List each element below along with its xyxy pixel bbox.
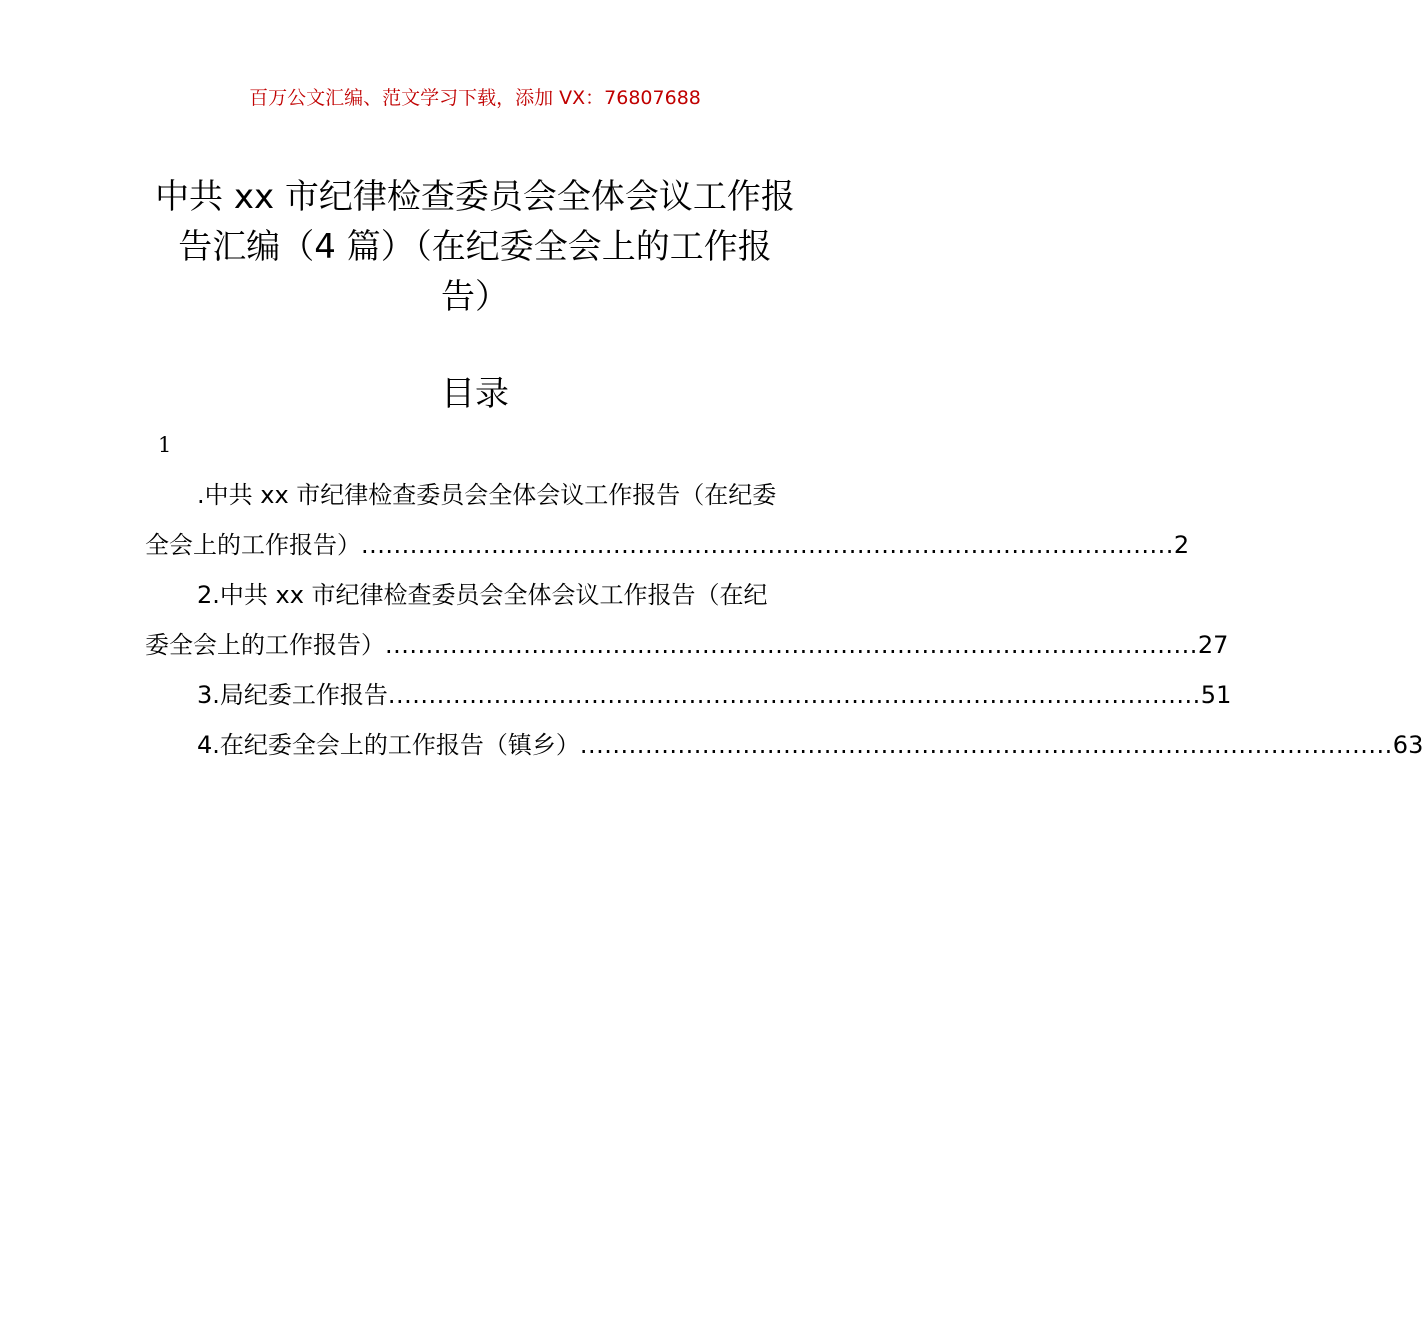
toc-entry-2-first-line [145,570,805,620]
watermark-header: 百万公文汇编、范文学习下载，添加 VX：76807688 [249,87,701,109]
title-line-2: 告汇编（4 篇）（在纪委全会上的工作报 [178,227,772,267]
toc-entry-4-page: 63 [1392,731,1423,759]
toc-entry-1-first-line [145,470,805,520]
dot-leader: .................................................................................................... [385,631,1198,659]
toc-entry-3[interactable] [145,670,1232,720]
toc-entry-1-text-continued: 全会上的工作报告） [145,531,361,559]
toc-entry-1-page: 2 [1173,531,1190,559]
dot-leader: .................................................................................................... [387,681,1201,709]
title-line-1: 中共 xx 市纪律检查委员会全体会议工作报 [155,177,795,217]
toc-entry-4-text: 4.在纪委全会上的工作报告（镇乡） [197,731,580,759]
dot-leader: .................................................................................................... [361,531,1174,559]
toc-entry-4[interactable] [145,720,1423,770]
toc-entry-4-line [145,720,1423,770]
dot-leader: .................................................................................................... [579,731,1393,759]
toc-entry-2-second-line [145,620,1229,670]
table-of-contents [145,470,1423,770]
toc-entry-2-page: 27 [1197,631,1229,659]
title-line-3: 告） [441,277,509,317]
stray-page-number: 1 [158,433,172,457]
toc-entry-1-text: .中共 xx 市纪律检查委员会全体会议工作报告（在纪委 [197,481,777,509]
toc-entry-2[interactable] [145,570,1229,670]
toc-entry-3-line [145,670,1232,720]
toc-entry-3-page: 51 [1200,681,1232,709]
toc-entry-3-text: 3.局纪委工作报告 [197,681,388,709]
document-title [145,172,805,322]
toc-entry-2-text-continued: 委全会上的工作报告） [145,631,385,659]
toc-heading: 目录 [441,374,509,414]
toc-entry-1-second-line [145,520,1190,570]
toc-entry-1[interactable] [145,470,1190,570]
toc-entry-2-text: 2.中共 xx 市纪律检查委员会全体会议工作报告（在纪 [197,581,768,609]
